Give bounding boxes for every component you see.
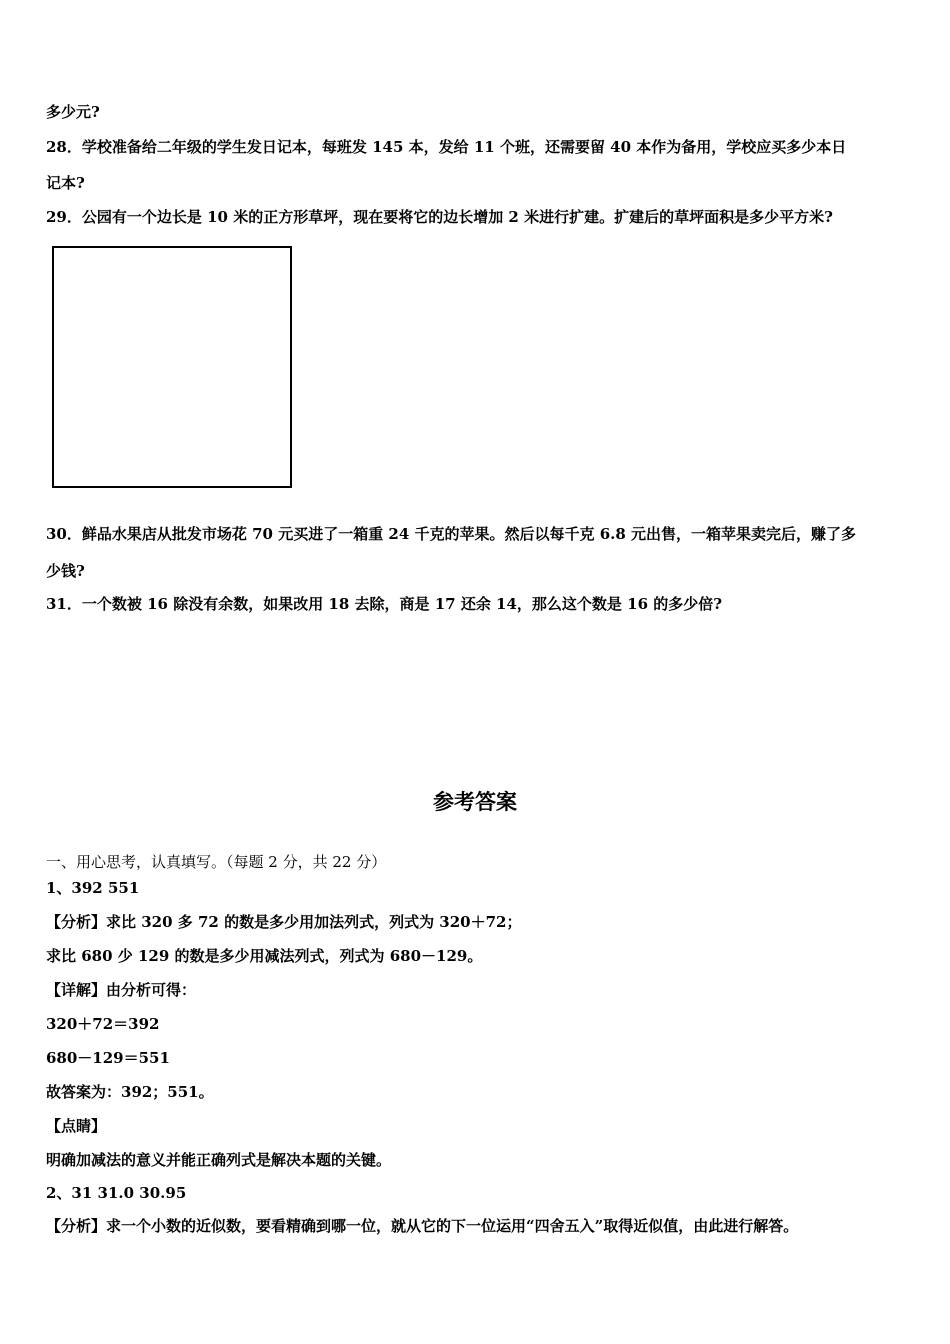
answer-2-head: 2、31 31.0 30.95 xyxy=(46,1184,187,1202)
answer-1-comment: 明确加减法的意义并能正确列式是解决本题的关键。 xyxy=(46,1151,392,1169)
answer-1-analysis-2: 求比 680 少 129 的数是多少用减法列式，列式为 680－129。 xyxy=(46,947,483,965)
answer-1-analysis-1: 【分析】求比 320 多 72 的数是多少用加法列式，列式为 320＋72； xyxy=(46,913,522,931)
square-lawn-figure xyxy=(52,246,292,488)
answer-2-analysis: 【分析】求一个小数的近似数，要看精确到哪一位，就从它的下一位运用“四舍五入”取得近似值，由此进行解答。 xyxy=(46,1217,799,1235)
q27-tail: 多少元? xyxy=(46,103,100,121)
answer-1-head: 1、392 551 xyxy=(46,879,140,897)
question-31: 31．一个数被 16 除没有余数，如果改用 18 去除，商是 17 还余 14，那么这个数是 16 的多少倍? xyxy=(46,595,723,613)
answer-1-conclusion: 故答案为：392；551。 xyxy=(46,1083,214,1101)
answer-1-comment-label: 【点睛】 xyxy=(46,1117,107,1135)
section-1-heading: 一、用心思考，认真填写。（每题 2 分，共 22 分） xyxy=(46,853,387,871)
answer-1-equation-2: 680－129＝551 xyxy=(46,1049,170,1067)
question-30-line1: 30．鲜品水果店从批发市场花 70 元买进了一箱重 24 千克的苹果。然后以每千克 6.8 元出售，一箱苹果卖完后，赚了多 xyxy=(46,525,857,543)
question-28-line2: 记本? xyxy=(46,174,85,192)
question-28-line1: 28．学校准备给二年级的学生发日记本，每班发 145 本，发给 11 个班，还需要留 40 本作为备用，学校应买多少本日 xyxy=(46,138,847,156)
question-30-line2: 少钱? xyxy=(46,562,85,580)
answers-title: 参考答案 xyxy=(433,790,517,814)
answer-1-detail: 【详解】由分析可得： xyxy=(46,981,197,999)
answer-1-equation-1: 320＋72＝392 xyxy=(46,1015,160,1033)
question-29: 29．公园有一个边长是 10 米的正方形草坪，现在要将它的边长增加 2 米进行扩建。扩建后的草坪面积是多少平方米? xyxy=(46,208,833,226)
